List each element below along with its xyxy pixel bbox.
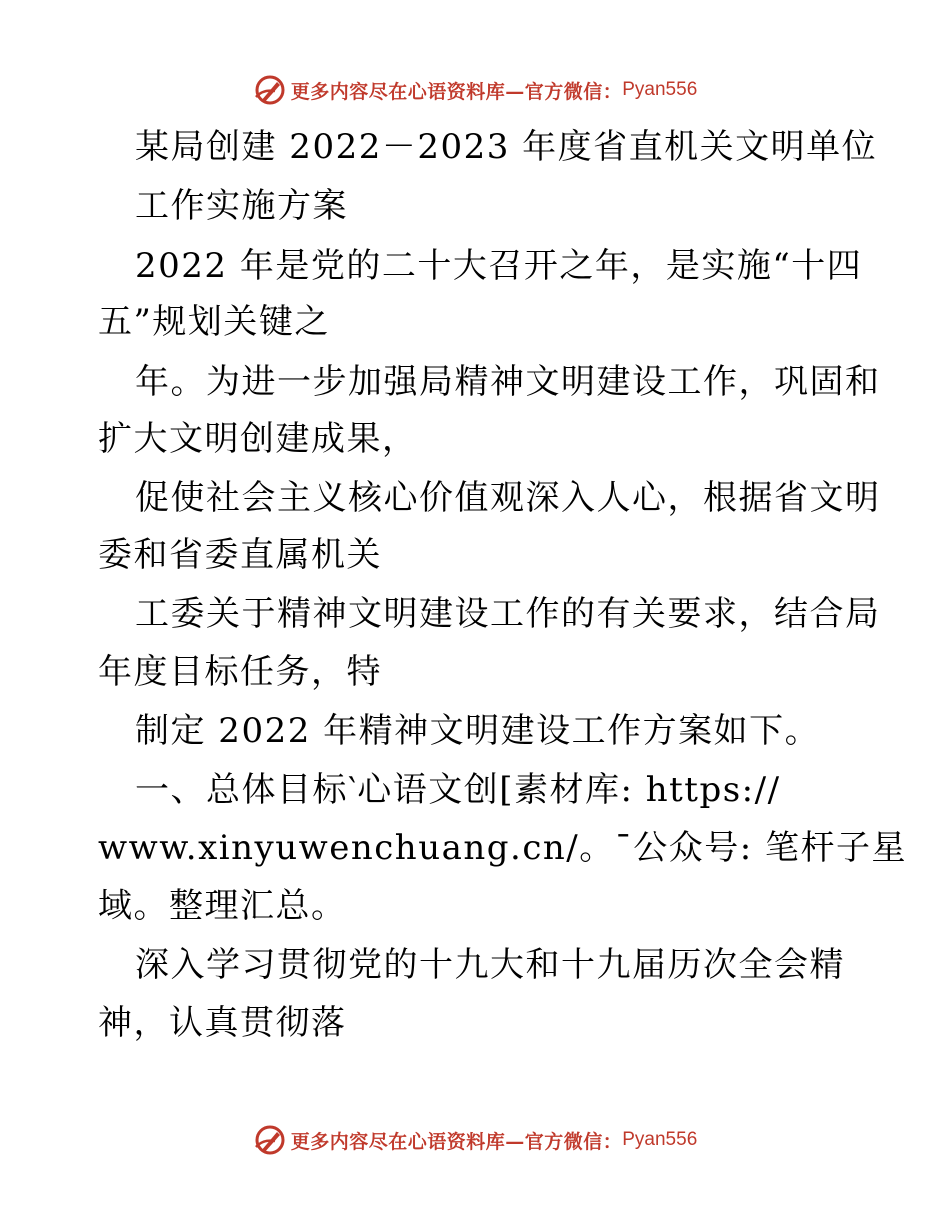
paragraph-line: 扩大文明创建成果， bbox=[98, 419, 418, 459]
pen-logo-icon bbox=[253, 73, 287, 107]
header-wechat-id: Pyan556 bbox=[622, 79, 698, 100]
header-banner-text: 更多内容尽在心语资料库—官方微信： bbox=[290, 80, 623, 103]
paragraph-line: 五”规划关键之 bbox=[98, 302, 330, 342]
paragraph-line: 深入学习贯彻党的十九大和十九届历次全会精 bbox=[135, 945, 845, 985]
pen-logo-icon bbox=[253, 1123, 287, 1157]
paragraph-line: 域。整理汇总。 bbox=[98, 886, 347, 926]
paragraph-line: 制定 2022 年精神文明建设工作方案如下。 bbox=[135, 711, 821, 751]
section-heading-line: 一、总体目标‵心语文创[素材库: https:// bbox=[135, 770, 781, 810]
paragraph-line: 促使社会主义核心价值观深入人心，根据省文明 bbox=[135, 478, 881, 518]
footer-wechat-id: Pyan556 bbox=[622, 1129, 698, 1150]
paragraph-line: 委和省委直属机关 bbox=[98, 535, 382, 575]
paragraph-line: 神，认真贯彻落 bbox=[98, 1003, 347, 1043]
paragraph-line: 工委关于精神文明建设工作的有关要求，结合局 bbox=[135, 594, 881, 634]
paragraph-line: 年。为进一步加强局精神文明建设工作，巩固和 bbox=[135, 362, 881, 402]
document-title-line-1: 某局创建 2022－2023 年度省直机关文明单位 bbox=[135, 127, 878, 167]
paragraph-line: 2022 年是党的二十大召开之年，是实施“十四 bbox=[135, 246, 863, 286]
footer-banner bbox=[0, 1120, 950, 1160]
paragraph-line: www.xinyuwenchuang.cn/。¯公众号: 笔杆子星 bbox=[98, 828, 907, 868]
paragraph-line: 年度目标任务，特 bbox=[98, 652, 382, 692]
footer-banner-text: 更多内容尽在心语资料库—官方微信： bbox=[290, 1130, 623, 1153]
document-title-line-2: 工作实施方案 bbox=[135, 186, 348, 226]
header-banner bbox=[0, 70, 950, 110]
